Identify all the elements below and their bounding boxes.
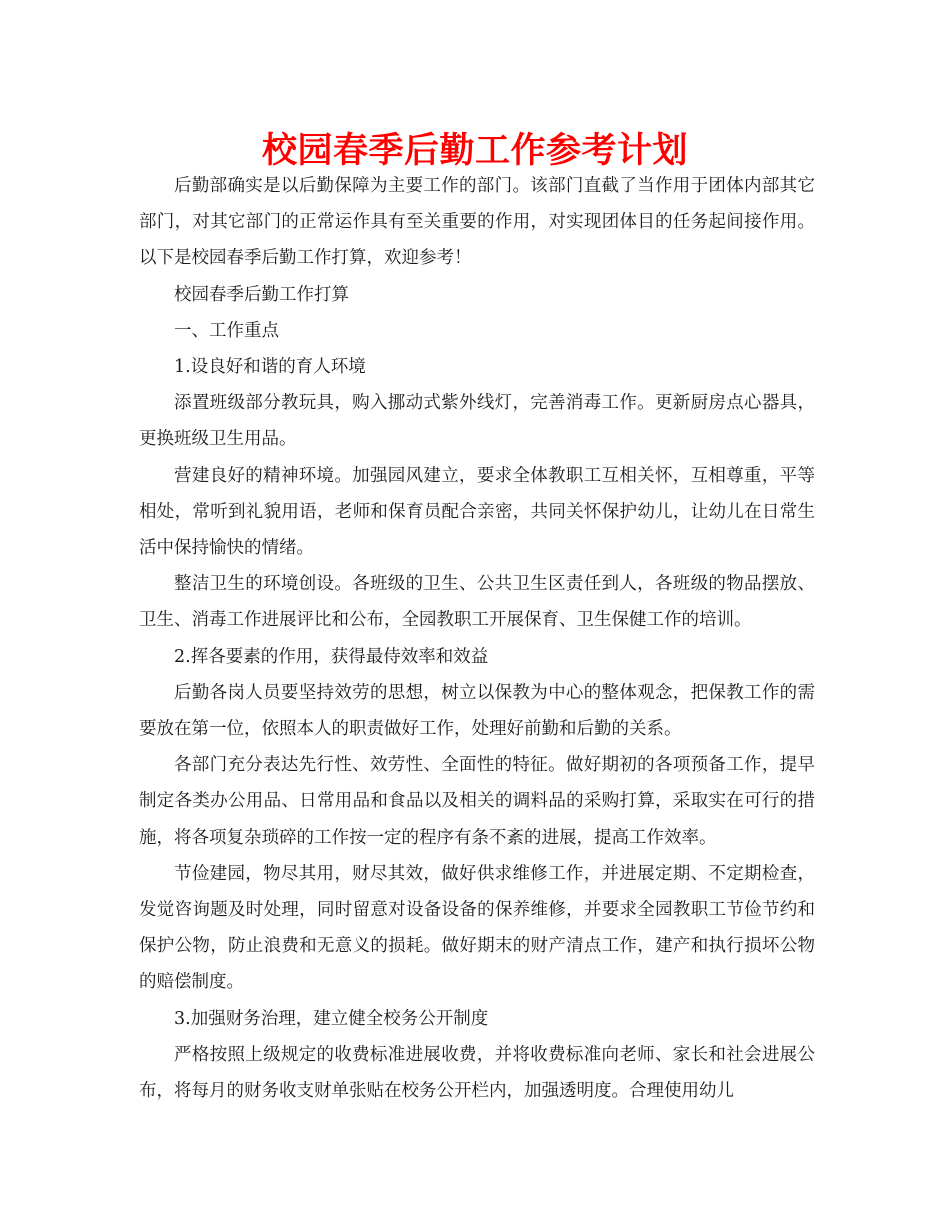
paragraph: 各部门充分表达先行性、效劳性、全面性的特征。做好期初的各项预备工作，提早制定各类办公用品、日常用品和食品以及相关的调料品的采购打算，采取实在可行的措施，将各项复杂琐碎的工作按一定的程序有条不紊的进展，提高工作效率。 <box>139 755 815 848</box>
paragraph: 后勤各岗人员要坚持效劳的思想，树立以保教为中心的整体观念，把保教工作的需要放在第一位，依照本人的职责做好工作，处理好前勤和后勤的关系。 <box>139 682 815 740</box>
paragraph: 营建良好的精神环境。加强园风建立，要求全体教职工互相关怀，互相尊重，平等相处，常听到礼貌用语，老师和保育员配合亲密，共同关怀保护幼儿，让幼儿在日常生活中保持愉快的情绪。 <box>139 465 815 559</box>
paragraph: 节俭建园，物尽其用，财尽其效，做好供求维修工作，并进展定期、不定期检查，发觉咨询题及时处理，同时留意对设备设备的保养维修，并要求全园教职工节俭节约和保护公物，防止浪费和无意义的损耗。做好期末的财产清点工作，建产和执行损坏公物的赔偿制度。 <box>139 863 815 993</box>
paragraph-subtitle: 校园春季后勤工作打算 <box>174 284 349 305</box>
item-heading-1: 1.设良好和谐的育人环境 <box>174 357 366 378</box>
paragraph: 添置班级部分教玩具，购入挪动式紫外线灯，完善消毒工作。更新厨房点心器具，更换班级卫生用品。 <box>139 393 815 450</box>
section-heading-work-focus: 一、工作重点 <box>174 320 279 341</box>
item-heading-2: 2.挥各要素的作用，获得最侍效率和效益 <box>174 646 489 667</box>
paragraph: 整洁卫生的环境创设。各班级的卫生、公共卫生区责任到人，各班级的物品摆放、卫生、消毒工作进展评比和公布，全园教职工开展保育、卫生保健工作的培训。 <box>139 574 815 631</box>
paragraph: 严格按照上级规定的收费标准进展收费，并将收费标准向老师、家长和社会进展公布，将每月的财务收支财单张贴在校务公开栏内，加强透明度。合理使用幼儿 <box>139 1044 815 1102</box>
paragraph-intro: 后勤部确实是以后勤保障为主要工作的部门。该部门直截了当作用于团体内部其它部门，对其它部门的正常运作具有至关重要的作用，对实现团体目的任务起间接作用。以下是校园春季后勤工作打算，欢迎参考！ <box>139 176 815 269</box>
document-title: 校园春季后勤工作参考计划 <box>261 131 688 171</box>
document-body <box>139 168 815 1109</box>
item-heading-3: 3.加强财务治理，建立健全校务公开制度 <box>174 1008 489 1029</box>
